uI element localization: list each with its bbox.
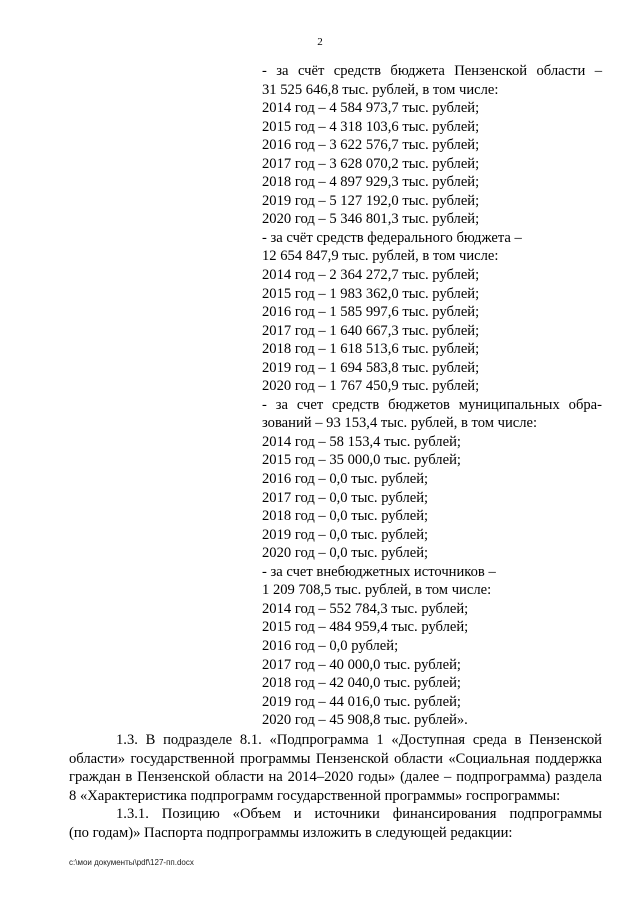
paragraph-line: 1.3. В подразделе 8.1. «Подпрограмма 1 «Доступная среда в Пензенской	[116, 732, 602, 748]
funding-line: 2020 год – 5 346 801,3 тыс. рублей;	[262, 211, 480, 228]
funding-line: 2014 год – 4 584 973,7 тыс. рублей;	[262, 100, 480, 117]
funding-line: 2015 год – 4 318 103,6 тыс. рублей;	[262, 118, 480, 135]
funding-line: 2017 год – 0,0 тыс. рублей;	[262, 489, 429, 506]
funding-line: 2014 год – 552 784,3 тыс. рублей;	[262, 600, 469, 617]
paragraph-line: области» государственной программы Пензенской области «Социальная поддержка	[69, 750, 602, 767]
funding-line: 2014 год – 58 153,4 тыс. рублей;	[262, 433, 461, 450]
funding-sources-list	[262, 62, 602, 730]
paragraph-line: граждан в Пензенской области на 2014–2020 годы» (далее – подпрограмма) раздела	[69, 769, 602, 785]
funding-line: 2018 год – 4 897 929,3 тыс. рублей;	[262, 174, 480, 191]
funding-line: - за счет средств бюджетов муниципальных обра-	[262, 396, 602, 413]
funding-line: 2015 год – 484 959,4 тыс. рублей;	[262, 619, 469, 636]
amendment-paragraphs	[69, 731, 602, 842]
footer-file-path: c:\мои документы\pdf\127-пп.docx	[69, 858, 194, 867]
paragraph-line: 8 «Характеристика подпрограмм государственной программы» госпрограммы:	[69, 787, 561, 804]
funding-line: - за счет внебюджетных источников –	[262, 563, 496, 580]
funding-line: 2016 год – 3 622 576,7 тыс. рублей;	[262, 137, 480, 154]
page-number: 2	[317, 36, 323, 48]
funding-line: 12 654 847,9 тыс. рублей, в том числе:	[262, 248, 499, 265]
funding-line: 1 209 708,5 тыс. рублей, в том числе:	[262, 582, 492, 599]
funding-line: 2017 год – 3 628 070,2 тыс. рублей;	[262, 155, 480, 172]
funding-line: - за счёт средств федерального бюджета –	[262, 229, 522, 246]
funding-line: 2019 год – 0,0 тыс. рублей;	[262, 526, 429, 543]
funding-line: 2017 год – 1 640 667,3 тыс. рублей;	[262, 322, 480, 339]
funding-line: 2016 год – 1 585 997,6 тыс. рублей;	[262, 304, 480, 321]
funding-line: 2019 год – 5 127 192,0 тыс. рублей;	[262, 192, 480, 209]
funding-line: 31 525 646,8 тыс. рублей, в том числе:	[262, 81, 499, 98]
funding-line: 2020 год – 0,0 тыс. рублей;	[262, 545, 429, 562]
funding-line: 2020 год – 1 767 450,9 тыс. рублей;	[262, 378, 480, 395]
funding-line: 2019 год – 1 694 583,8 тыс. рублей;	[262, 359, 480, 376]
funding-line: 2019 год – 44 016,0 тыс. рублей;	[262, 693, 461, 710]
funding-line: 2018 год – 0,0 тыс. рублей;	[262, 508, 429, 525]
funding-line: 2015 год – 35 000,0 тыс. рублей;	[262, 452, 461, 469]
funding-line: зований – 93 153,4 тыс. рублей, в том числе:	[262, 415, 538, 432]
funding-line: - за счёт средств бюджета Пензенской области –	[262, 63, 602, 79]
funding-line: 2020 год – 45 908,8 тыс. рублей».	[262, 712, 468, 729]
funding-line: 2014 год – 2 364 272,7 тыс. рублей;	[262, 267, 480, 284]
funding-line: 2016 год – 0,0 тыс. рублей;	[262, 471, 429, 488]
paragraph-line: 1.3.1. Позицию «Объем и источники финансирования подпрограммы	[116, 806, 602, 822]
funding-line: 2018 год – 1 618 513,6 тыс. рублей;	[262, 341, 480, 358]
paragraph-line: (по годам)» Паспорта подпрограммы изложить в следующей редакции:	[69, 824, 513, 841]
funding-line: 2018 год – 42 040,0 тыс. рублей;	[262, 675, 461, 692]
funding-line: 2016 год – 0,0 рублей;	[262, 637, 399, 654]
funding-line: 2015 год – 1 983 362,0 тыс. рублей;	[262, 285, 480, 302]
funding-line: 2017 год – 40 000,0 тыс. рублей;	[262, 656, 461, 673]
